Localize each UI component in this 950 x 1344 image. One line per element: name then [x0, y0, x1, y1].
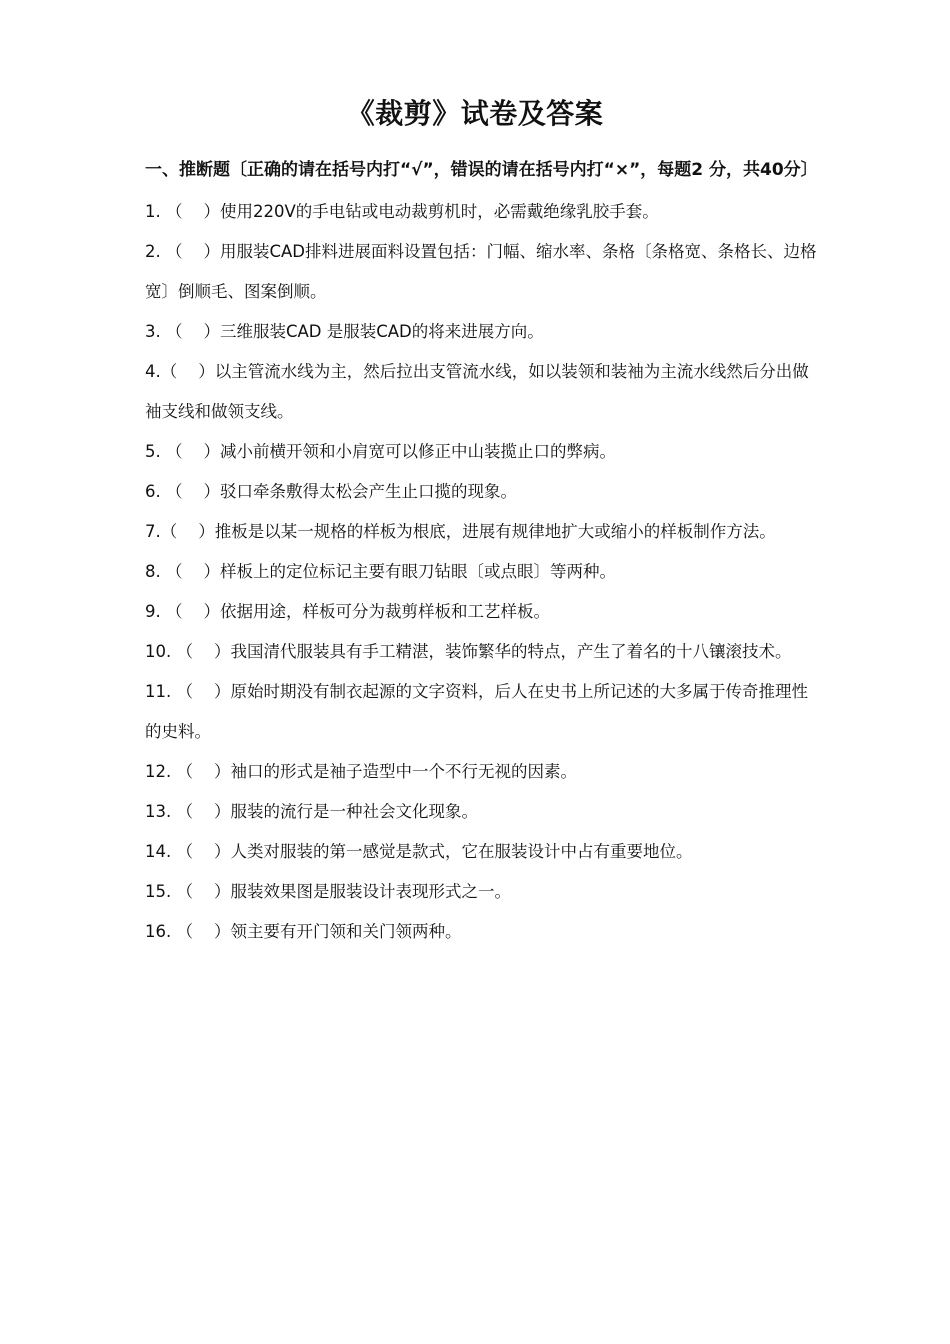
question-text: 驳口牵条敷得太松会产生止口揽的现象。	[219, 482, 517, 501]
question-7	[145, 512, 817, 552]
question-6	[145, 472, 817, 512]
question-text: 使用220V的手电钻或电动裁剪机时，必需戴绝缘乳胶手套。	[219, 202, 659, 221]
question-12	[145, 752, 817, 792]
question-5	[145, 432, 817, 472]
question-text: 用服装CAD排料进展面料设置包括：门幅、缩水率、条格〔条格宽、条格长、边格宽〕倒顺毛、图案倒顺。	[145, 242, 817, 301]
question-number: 15. （ ）	[145, 882, 231, 901]
question-number: 13. （ ）	[145, 802, 231, 821]
question-text: 服装的流行是一种社会文化现象。	[230, 802, 478, 821]
question-text: 依据用途，样板可分为裁剪样板和工艺样板。	[219, 602, 550, 621]
question-text: 袖口的形式是袖子造型中一个不行无视的因素。	[230, 762, 577, 781]
document-title: 《裁剪》试卷及答案	[346, 97, 604, 130]
question-number: 3. （ ）	[145, 322, 220, 341]
question-number: 4.（ ）	[145, 362, 215, 381]
question-14	[145, 832, 817, 872]
question-16	[145, 912, 817, 952]
question-8	[145, 552, 817, 592]
question-number: 7.（ ）	[145, 522, 215, 541]
question-text: 人类对服装的第一感觉是款式，它在服装设计中占有重要地位。	[230, 842, 693, 861]
question-text: 减小前横开领和小肩宽可以修正中山装揽止口的弊病。	[219, 442, 616, 461]
question-text: 三维服装CAD 是服装CAD的将来进展方向。	[219, 322, 544, 341]
question-13	[145, 792, 817, 832]
question-number: 9. （ ）	[145, 602, 220, 621]
question-3	[145, 312, 817, 352]
question-number: 5. （ ）	[145, 442, 220, 461]
question-number: 14. （ ）	[145, 842, 231, 861]
question-4	[145, 352, 817, 432]
question-15	[145, 872, 817, 912]
question-number: 6. （ ）	[145, 482, 220, 501]
question-number: 2. （ ）	[145, 242, 220, 261]
question-number: 11. （ ）	[145, 682, 231, 701]
question-text: 原始时期没有制衣起源的文字资料，后人在史书上所记述的大多属于传奇推理性的史料。	[145, 682, 808, 741]
question-10	[145, 632, 817, 672]
question-number: 16. （ ）	[145, 922, 231, 941]
section-heading: 一、推断题〔正确的请在括号内打“√”，错误的请在括号内打“×”，每题2 分，共40分〕	[145, 160, 818, 180]
question-9	[145, 592, 817, 632]
question-2	[145, 232, 817, 312]
question-number: 1. （ ）	[145, 202, 220, 221]
question-number: 8. （ ）	[145, 562, 220, 581]
question-11	[145, 672, 817, 752]
question-text: 我国清代服装具有手工精湛，装饰繁华的特点，产生了着名的十八镶滚技术。	[230, 642, 792, 661]
question-number: 10. （ ）	[145, 642, 231, 661]
question-1	[145, 192, 817, 232]
section-true-false	[145, 150, 817, 952]
question-number: 12. （ ）	[145, 762, 231, 781]
question-text: 以主管流水线为主，然后拉出支管流水线，如以装领和装袖为主流水线然后分出做袖支线和做领支线。	[145, 362, 809, 421]
question-text: 领主要有开门领和关门领两种。	[230, 922, 462, 941]
question-text: 样板上的定位标记主要有眼刀钻眼〔或点眼〕等两种。	[219, 562, 616, 581]
question-text: 服装效果图是服装设计表现形式之一。	[230, 882, 511, 901]
question-text: 推板是以某一规格的样板为根底，进展有规律地扩大或缩小的样板制作方法。	[214, 522, 776, 541]
